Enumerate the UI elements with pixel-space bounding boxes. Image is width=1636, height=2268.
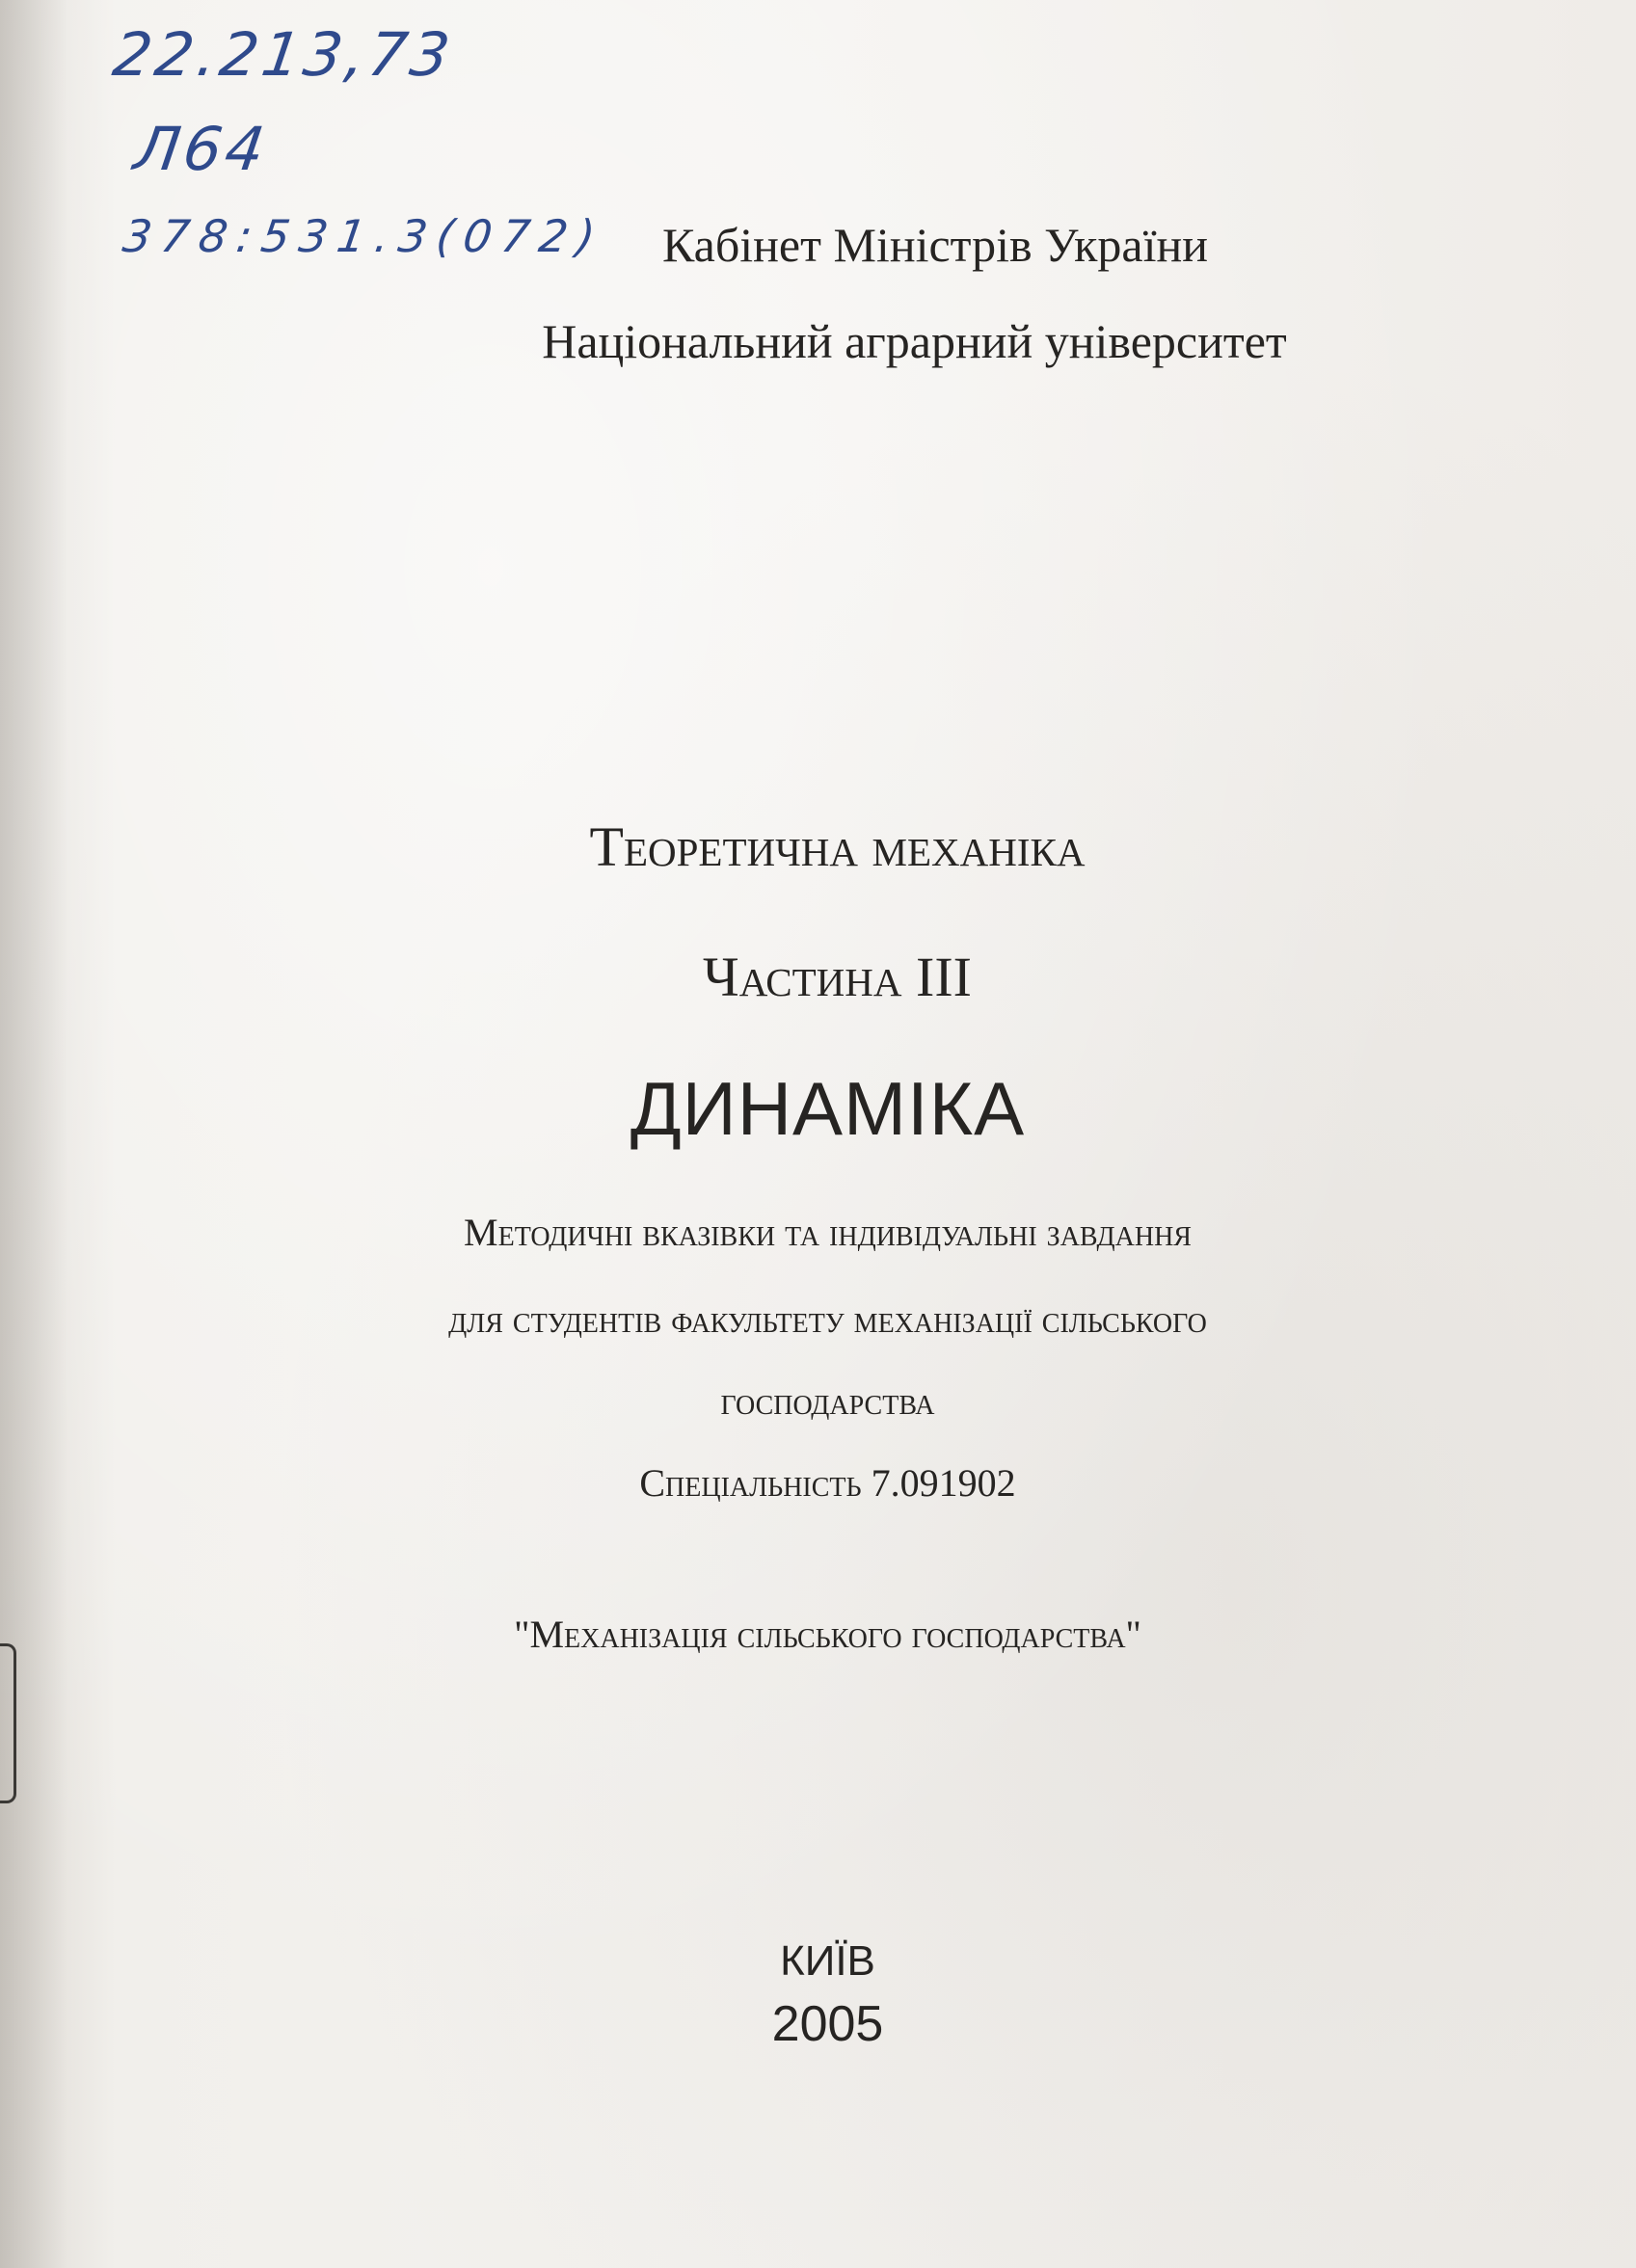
book-subject-title: Теоретична механіка [589,815,1086,878]
handwritten-author-mark: Л64 [129,114,273,184]
description-line-1: Методичні вказівки та індивідуальні завдання [464,1211,1192,1254]
specialty-code: Спеціальність 7.091902 [639,1461,1016,1505]
imprint-year: 2005 [771,1996,884,2052]
imprint-city: КИЇВ [780,1937,875,1985]
handwritten-classification-code: 22.213,73 [108,19,458,90]
binding-clip-mark [0,1643,16,1803]
description-line-2: для студентів факультету механізації сільського [448,1297,1207,1341]
specialty-name: "Механізація сільського господарства" [514,1613,1141,1656]
description-line-3: господарства [720,1379,935,1423]
book-section-title: ДИНАМІКА [630,1066,1026,1151]
ministry-heading: Кабінет Міністрів України [661,218,1209,272]
university-heading: Національний аграрний університет [542,314,1287,368]
book-part-title: Частина III [703,946,972,1008]
handwritten-udc-code: 378:531.3(072) [120,210,608,262]
